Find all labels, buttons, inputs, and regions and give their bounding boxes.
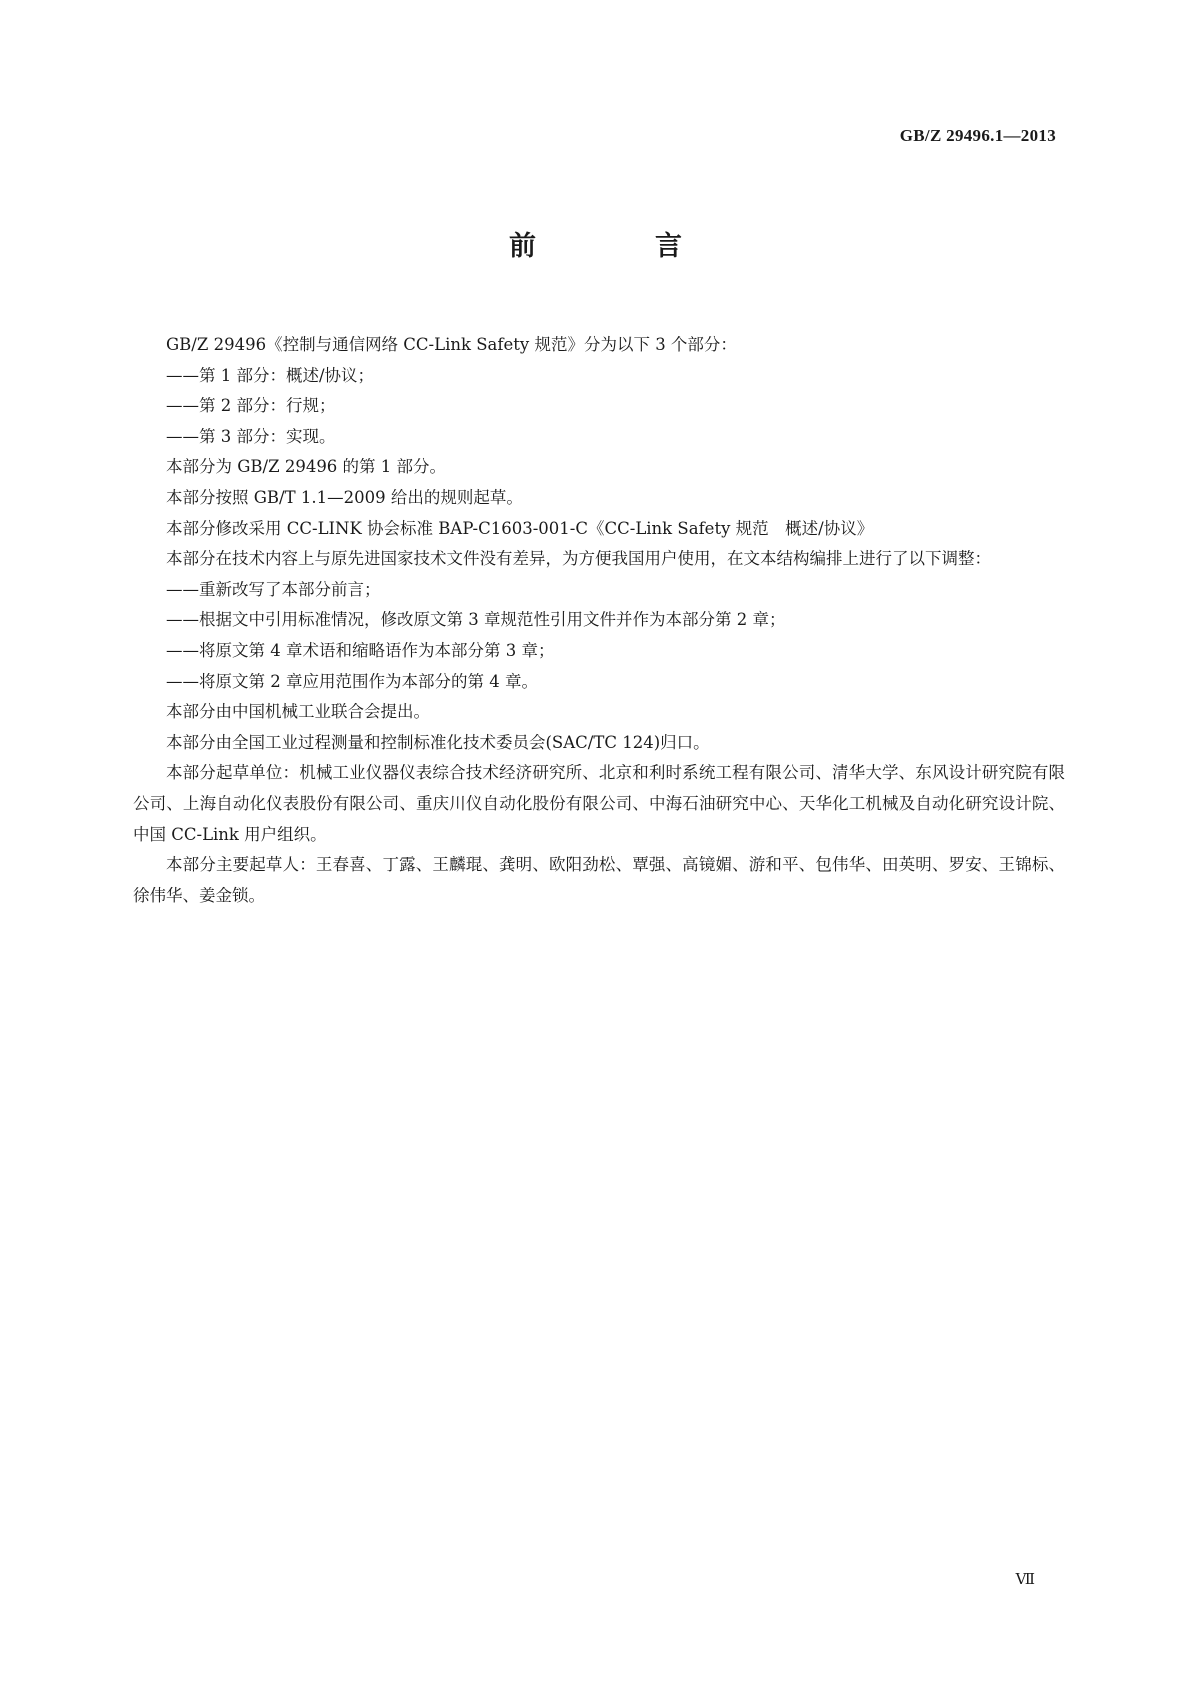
list-item-adjustment-4: ——将原文第 2 章应用范围作为本部分的第 4 章。 <box>166 671 538 691</box>
list-item-part-3: ——第 3 部分：实现。 <box>166 426 336 446</box>
paragraph-part-scope: 本部分为 GB/Z 29496 的第 1 部分。 <box>166 457 447 477</box>
list-item-adjustment-2: ——根据文中引用标准情况，修改原文第 3 章规范性引用文件并作为本部分第 2 章； <box>166 610 786 630</box>
paragraph-drafting-units: 本部分起草单位：机械工业仪器仪表综合技术经济研究所、北京和利时系统工程有限公司、清华大学、东风设计研究院有限公司、上海自动化仪表股份有限公司、重庆川仪自动化股份有限公司、中海石油研究中心、天华化工机械及自动化研究设计院、中国 CC-Link 用户组织。 <box>133 763 1065 844</box>
standard-code: GB/Z 29496.1—2013 <box>899 126 1056 145</box>
list-item-adjustment-3: ——将原文第 4 章术语和缩略语作为本部分第 3 章； <box>166 640 555 660</box>
foreword-body <box>133 330 1065 911</box>
paragraph-adjustments: 本部分在技术内容上与原先进国家技术文件没有差异，为方便我国用户使用，在文本结构编排上进行了以下调整： <box>166 549 991 569</box>
list-item-part-2: ——第 2 部分：行规； <box>166 396 336 416</box>
paragraph-drafters: 本部分主要起草人：王春喜、丁露、王麟琨、龚明、欧阳劲松、覃强、高镜媚、游和平、包伟华、田英明、罗安、王锦标、徐伟华、姜金锁。 <box>133 855 1065 905</box>
paragraph-intro: GB/Z 29496《控制与通信网络 CC-Link Safety 规范》分为以下 3 个部分： <box>166 335 737 354</box>
list-item-adjustment-1: ——重新改写了本部分前言； <box>166 579 381 599</box>
page-number: Ⅶ <box>1015 1572 1035 1588</box>
list-item-part-1: ——第 1 部分：概述/协议； <box>166 365 375 385</box>
paragraph-drafting-rules: 本部分按照 GB/T 1.1—2009 给出的规则起草。 <box>166 487 523 507</box>
paragraph-administration: 本部分由全国工业过程测量和控制标准化技术委员会(SAC/TC 124)归口。 <box>166 732 710 752</box>
paragraph-adoption: 本部分修改采用 CC-LINK 协会标准 BAP-C1603-001-C《CC-Link Safety 规范 概述/协议》 <box>166 518 874 538</box>
page-title: 前 言 <box>509 231 728 262</box>
paragraph-proposer: 本部分由中国机械工业联合会提出。 <box>166 702 430 722</box>
